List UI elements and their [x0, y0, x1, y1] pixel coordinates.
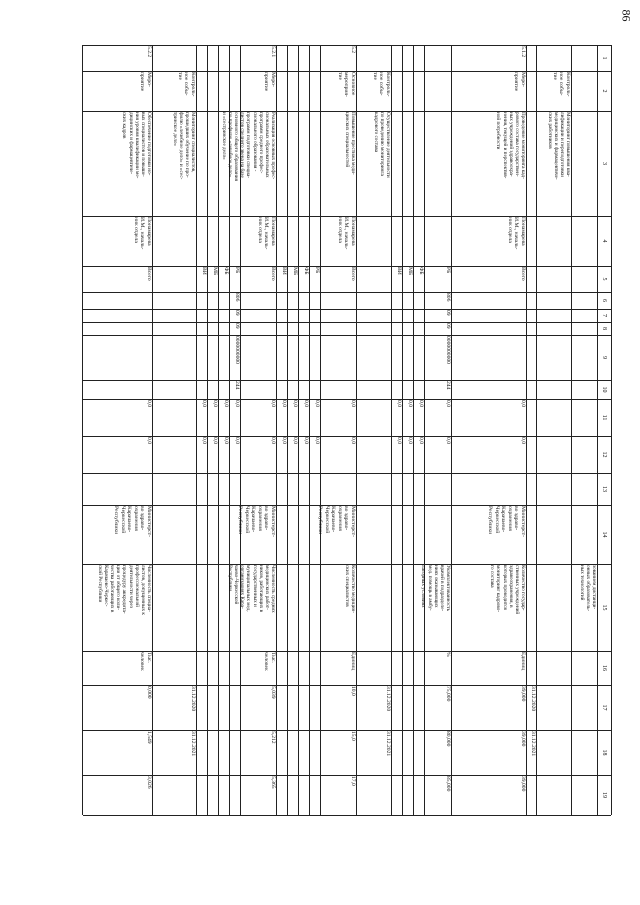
table-cell-c2: Контроль- ное собы- тие: [371, 72, 391, 97]
column-number: 10: [601, 386, 607, 393]
table-cell-c6: 806: [234, 293, 240, 302]
table-cell-c15: Количество государ- ственных учреждений здравоохранения, в которых проводится мониторинг кадрово- го состава: [489, 565, 526, 615]
table-cell-c2: Меро- приятие: [513, 72, 526, 92]
table-cell-c12: 0,0: [407, 437, 413, 444]
table-cell-c11: 0,0: [314, 400, 320, 407]
table-cell-c5: ВИ: [396, 267, 402, 275]
table-cell-c16: Единиц: [350, 652, 356, 671]
table-cell-c5: Всего: [270, 267, 276, 281]
column-number: 1: [601, 56, 607, 60]
table-cell-c8: 09: [234, 323, 240, 329]
column-number: 8: [601, 327, 607, 330]
column-divider: [597, 815, 611, 816]
table-cell-c3: Мониторинг специалистов, прошедших обучение по про- филю «лечебное дело» и «сес- тринское дело»: [171, 112, 196, 180]
table-cell-c18: 15,0: [350, 731, 356, 741]
table-cell-c4: Понамарева И.М., началь- ник отдела: [256, 217, 276, 250]
column-divider: [597, 111, 611, 112]
column-divider: [83, 309, 598, 310]
table-cell-c14: Министерст- во здраво- охранения Карачаево- Черкесской Республики: [113, 506, 152, 537]
table-cell-c19: 85,000: [445, 776, 451, 792]
table-cell-c10: 244: [445, 381, 451, 390]
table-cell-c3: Повышение престижа меди- цинских специальностей: [343, 112, 356, 175]
table-cell-c12: 0,0: [201, 437, 207, 444]
column-divider: [597, 473, 611, 474]
column-divider: [597, 45, 611, 46]
table-cell-c5: ФБ: [303, 267, 309, 275]
column-divider: [597, 399, 611, 400]
column-number: 11: [601, 414, 607, 421]
column-number-row: [597, 45, 612, 815]
table-cell-c11: 0,0: [350, 400, 356, 407]
table-cell-c1: 5.2.1: [270, 46, 276, 58]
column-divider: [597, 564, 611, 565]
table-cell-c12: 0,0: [234, 437, 240, 444]
table-cell-c19: 17,0: [350, 776, 356, 786]
program-table: [18, 45, 607, 896]
row-divider: [82, 45, 83, 815]
column-divider: [597, 730, 611, 731]
table-cell-c5: ФБ: [418, 267, 424, 275]
column-divider: [597, 685, 611, 686]
table-cell-c3: Обеспечение подготовки но- вых специалистов и повыше- ния уровня квалификации ме- дицинских и фармацевтиче- ских кадров: [121, 112, 152, 179]
table-cell-c12: 0,0: [445, 437, 451, 444]
table-cell-c19: 39,000: [520, 776, 526, 792]
table-cell-c5: РБ: [445, 267, 451, 274]
table-cell-c7: 09: [445, 310, 451, 316]
table-cell-c11: 0,0: [292, 400, 298, 407]
column-number: 13: [601, 486, 607, 492]
table-cell-c11: 0,0: [396, 400, 402, 407]
table-cell-c18: 5,212: [270, 731, 276, 744]
table-cell-c6: 806: [445, 293, 451, 302]
table-cell-c15: зованием дистанци- онных образователь- ных технологий: [578, 565, 597, 612]
table-cell-c5: МБ: [212, 267, 218, 276]
table-cell-c11: 0,0: [201, 400, 207, 407]
table-cell-c12: 0,0: [350, 437, 356, 444]
table-cell-c12: 0,0: [292, 437, 298, 444]
column-divider: [597, 216, 611, 217]
table-cell-c17: 39,000: [520, 686, 526, 702]
table-cell-c18: 31.12.2021: [385, 731, 391, 757]
table-cell-c17: 31.12.2020: [190, 686, 196, 712]
table-cell-c14: Министерст- во здраво- охранения Карачаево- Черкесской Республики: [237, 506, 276, 537]
column-number: 4: [601, 239, 607, 243]
table-cell-c11: 0,0: [270, 400, 276, 407]
table-cell-c12: 0,0: [281, 437, 287, 444]
table-cell-c5: РБ: [314, 267, 320, 274]
table-cell-c9: 0000000000: [445, 336, 451, 364]
table-cell-c2: Меро- приятие: [139, 72, 152, 92]
table-cell-c18: 31.12.2021: [190, 731, 196, 757]
table-cell-c9: 0000000000: [234, 336, 240, 364]
table-cell-c5: Всего: [520, 267, 526, 281]
table-cell-c16: Единиц: [520, 652, 526, 671]
page-number: 86: [619, 9, 634, 22]
column-number: 17: [601, 704, 607, 711]
table-cell-c5: МБ: [407, 267, 413, 276]
table-cell-c11: 0,0: [445, 400, 451, 407]
column-divider: [597, 292, 611, 293]
table-cell-c18: 39,000: [520, 731, 526, 747]
table-cell-c2: Контроль- ное собы- тие: [551, 72, 571, 97]
table-cell-c11: 0,0: [520, 400, 526, 407]
table-cell-c5: МБ: [292, 267, 298, 276]
table-cell-c19: 3,026: [146, 776, 152, 789]
table-cell-c10: 244: [234, 381, 240, 390]
column-number: 12: [601, 451, 607, 458]
column-divider: [83, 473, 598, 474]
table-cell-c4: Понамарева И.М., началь- ник отдела: [506, 217, 526, 250]
table-cell-c18: 80,000: [445, 731, 451, 747]
table-cell-c7: 09: [234, 310, 240, 316]
table-cell-c3: Мониторинг повышения ква- лификации и переподготовки медицинских и фармацевтиче- ских работников: [546, 112, 571, 180]
column-number: 9: [601, 356, 607, 359]
column-divider: [83, 292, 598, 293]
table-cell-c11: 0,0: [407, 400, 413, 407]
column-number: 15: [601, 604, 607, 611]
table-cell-c12: 0,0: [303, 437, 309, 444]
table-cell-c19: 5,365: [270, 776, 276, 789]
column-divider: [597, 436, 611, 437]
column-divider: [597, 335, 611, 336]
table-cell-c1: 5.2: [350, 46, 356, 53]
table-cell-c17: 10,0: [350, 686, 356, 696]
table-cell-c12: 0,0: [270, 437, 276, 444]
table-cell-c15: Количество медицин- ских специалистов: [343, 565, 356, 613]
table-cell-c14: Министерст- во здраво- охранения Карачаево- Черкесской Республики: [487, 506, 526, 537]
table-cell-c17: 31.12.2020: [530, 686, 536, 712]
table-cell-c11: 0,0: [212, 400, 218, 407]
column-divider: [597, 651, 611, 652]
table-cell-c17: 31.12.2020: [385, 686, 391, 712]
table-cell-c1: 5.1.2: [520, 46, 526, 58]
column-divider: [597, 71, 611, 72]
table-cell-c15: Численность средних медицинских работ- ников, работающих в государственных и муниципальных мед. организациях Кара- чаево-Черкесской Республики: [227, 565, 276, 613]
column-divider: [597, 380, 611, 381]
table-cell-c11: 0,0: [146, 400, 152, 407]
table-cell-c5: Всего: [350, 267, 356, 281]
table-cell-c15: Укомплектованность врачей в подразделе- ниях оказывающих мед. помощь в амбу- латорных условиях: [420, 565, 451, 612]
table-cell-c5: РБ: [234, 267, 240, 274]
table-cell-c11: 0,0: [418, 400, 424, 407]
table-cell-c12: 0,0: [520, 437, 526, 444]
table-cell-c18: 31.12.2021: [530, 731, 536, 757]
table-cell-c2: Меро- приятие: [263, 72, 276, 92]
column-divider: [83, 335, 598, 336]
table-cell-c11: 0,0: [234, 400, 240, 407]
column-divider: [83, 322, 598, 323]
column-number: 6: [601, 299, 607, 302]
column-number: 18: [601, 749, 607, 756]
table-cell-c3: Осуществление деятельности по проведению мониторинга кадрового состава: [372, 112, 391, 178]
table-cell-c5: ФБ: [223, 267, 229, 275]
table-cell-c2: Основное мероприя- тие: [336, 72, 356, 97]
table-cell-c5: Всего: [146, 267, 152, 281]
column-divider: [597, 266, 611, 267]
column-number: 3: [601, 162, 607, 165]
column-divider: [597, 775, 611, 776]
table-cell-c8: 09: [445, 323, 451, 329]
table-cell-c14: Министерст- во здраво- охранения Карачаево- Черкесской Республики: [317, 506, 356, 537]
table-cell-c5: ВИ: [281, 267, 287, 275]
column-divider: [83, 380, 598, 381]
table-cell-c12: 0,0: [212, 437, 218, 444]
table-cell-c15: Численность специа- листов, допущенных к профессиональной деятельности через процедуру аккредита- ции от общего коли- чества работающих в Карачаево-Черкес- ской Республики: [97, 565, 152, 615]
table-cell-c16: %: [445, 652, 451, 657]
table-cell-c16: Тыс. человек: [139, 652, 152, 671]
column-number: 5: [601, 277, 607, 281]
table-cell-c12: 0,0: [146, 437, 152, 444]
table-cell-c17: 0,000: [146, 686, 152, 699]
table-cell-c12: 0,0: [223, 437, 229, 444]
column-divider: [597, 309, 611, 310]
column-number: 19: [601, 792, 607, 798]
table-cell-c17: 5,039: [270, 686, 276, 699]
table-cell-c12: 0,0: [418, 437, 424, 444]
table-cell-c3: Проведение мониторинга кад- рового состава государствен- ных учреждений здравоохра- нения, текущей и перспектив- ной потребности: [495, 112, 526, 179]
column-number: 16: [601, 665, 607, 671]
column-divider: [597, 322, 611, 323]
table-cell-c1: 5.2.2: [146, 46, 152, 58]
column-divider: [597, 505, 611, 506]
table-cell-c4: Понамарева И.М., началь- ник отдела: [132, 217, 152, 250]
table-cell-c12: 0,0: [396, 437, 402, 444]
table-cell-c18: 1,549: [146, 731, 152, 744]
table-cell-c2: Контроль- ное собы- тие: [176, 72, 196, 97]
table-cell-c4: Понамарева И.М., началь- ник отдела: [336, 217, 356, 250]
column-number: 2: [601, 89, 607, 93]
table-cell-c11: 0,0: [281, 400, 287, 407]
column-number: 14: [601, 531, 607, 538]
table-cell-c11: 0,0: [223, 400, 229, 407]
table-cell-c12: 0,0: [314, 437, 320, 444]
table-cell-c3: Реализация основных профес- сиональных образовательных программ среднего профес- сионального образования - программ подготовки специа- листов среднего звена на базе основного общего образования по профилю «лечебное дело» и «сестринское дело»: [221, 112, 276, 181]
table-cell-c16: Тыс. человек: [263, 652, 276, 671]
column-divider: [83, 815, 598, 816]
table-cell-c17: 75,000: [445, 686, 451, 702]
table-cell-c5: ВИ: [201, 267, 207, 275]
column-number: 7: [601, 314, 607, 317]
table-cell-c11: 0,0: [303, 400, 309, 407]
